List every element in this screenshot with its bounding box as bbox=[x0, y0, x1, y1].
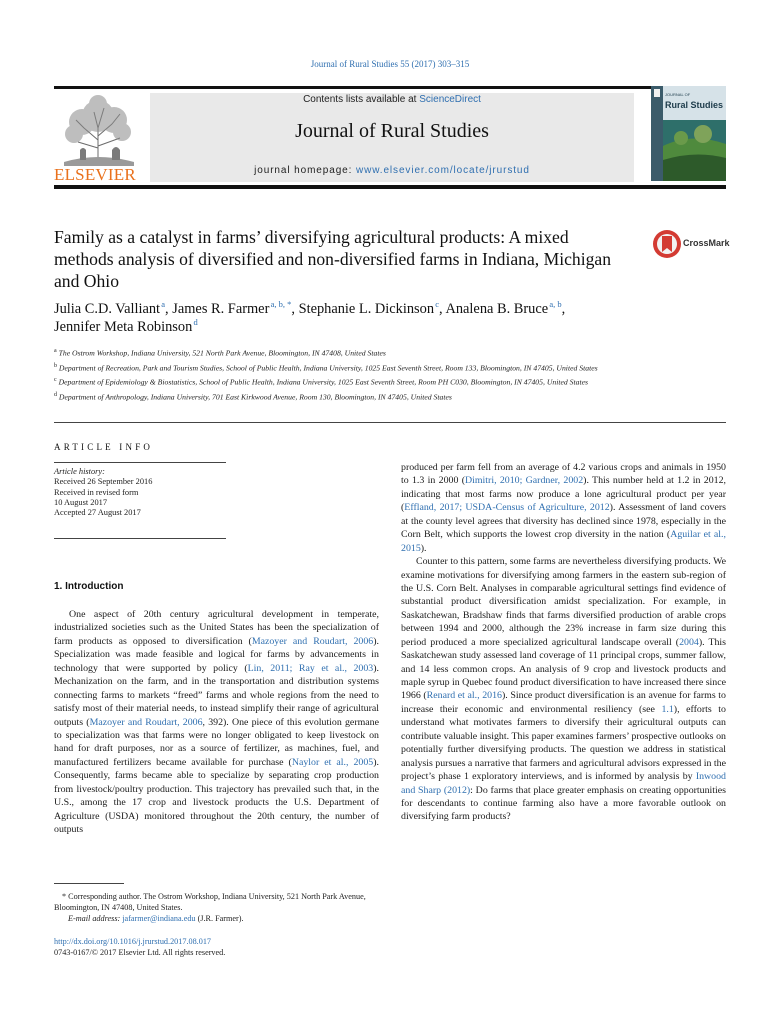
citation-link[interactable]: Mazoyer and Roudart, 2006 bbox=[251, 635, 374, 647]
body-text: ), efforts to understand what motivates farmers to diversify their agricultural outputs can contribute valuable insight. This paper examines farmers’ prospective outlooks on potentially further diversifying products. The question we address in statistical analysis pursues a narrative that farmers and agricultural advisors expressed in the project’s phase 1 exploratory interviews, and is informed by analysis by bbox=[401, 703, 726, 783]
homepage-prefix: journal homepage: bbox=[254, 165, 356, 176]
email-link[interactable]: jafarmer@indiana.edu bbox=[122, 913, 196, 923]
affiliation-text: Department of Recreation, Park and Tourism Studies, School of Public Health, Indiana University, 1025 East Seventh Street, Room 133, Bloomington, IN 47405, United States bbox=[58, 363, 598, 373]
body-text: ). bbox=[420, 542, 427, 554]
citation-link[interactable]: Lin, 2011; Ray et al., 2003 bbox=[247, 662, 374, 674]
affiliation-text: Department of Anthropology, Indiana University, 701 East Kirkwood Avenue, Room 130, Bloomington, IN 47405, United States bbox=[58, 392, 452, 402]
copyright-line: 0743-0167/© 2017 Elsevier Ltd. All rights reserved. bbox=[54, 947, 226, 957]
citation-link[interactable]: Mazoyer and Roudart, 2006 bbox=[89, 716, 203, 728]
footnote-rule bbox=[54, 883, 124, 884]
article-info-rule bbox=[54, 462, 226, 463]
affiliation-item bbox=[54, 390, 640, 403]
author-affil-marker[interactable]: c bbox=[435, 299, 440, 310]
contents-prefix: Contents lists available at bbox=[303, 94, 420, 105]
history-item: Accepted 27 August 2017 bbox=[54, 508, 141, 518]
article-info-heading: ARTICLE INFO bbox=[54, 442, 154, 452]
affiliations bbox=[54, 346, 640, 404]
citation-link[interactable]: Inwood and Sharp (2012) bbox=[401, 771, 726, 796]
affiliation-item bbox=[54, 361, 640, 374]
email-suffix: (J.R. Farmer). bbox=[195, 913, 244, 923]
body-text: ). Specialization was made feasible and logical for farms by advancements in technology that were supported by policy ( bbox=[54, 635, 379, 674]
citation-link[interactable]: Aguilar et al., 2015 bbox=[401, 529, 726, 554]
author-name[interactable]: James R. Farmer bbox=[172, 301, 270, 317]
affiliation-text: The Ostrom Workshop, Indiana University, 521 North Park Avenue, Bloomington, IN 47408, United States bbox=[58, 348, 386, 358]
author-name[interactable]: Analena B. Bruce bbox=[445, 301, 549, 317]
citation-link[interactable]: Renard et al., 2016 bbox=[426, 690, 502, 702]
author-name[interactable]: Jennifer Meta Robinson bbox=[54, 319, 193, 335]
author-affil-marker[interactable]: d bbox=[193, 317, 198, 328]
sciencedirect-link[interactable]: ScienceDirect bbox=[419, 94, 481, 105]
body-text: ). Mechanization on the farm, and in the transportation and distribution systems connecting farms to markets “freed” farms and whole regions from the need to satisfy most of their material needs, to instead simplify their range of agricultural outputs ( bbox=[54, 662, 380, 728]
citation-link[interactable]: 1.1 bbox=[661, 703, 674, 715]
body-text: ). Since product diversification is an avenue for farms to increase their economic and environmental resiliency (see bbox=[401, 690, 726, 715]
elsevier-wordmark[interactable]: ELSEVIER bbox=[54, 165, 136, 184]
body-text: Counter to this pattern, some farms are nevertheless diversifying products. We examine motivations for diversifying among farmers in the eastern sub-region of the U.S. Corn Belt. Analyses in comparable agricultural settings find evidence of substantial product diversification amidst specialization. For example, in Saskatchewan, Bradshaw finds that farms diversified production of arable crops between 1994 and 2000, although the 23% increase in farm size during this period produced a more specialized agricultural landscape overall ( bbox=[401, 556, 726, 648]
corresponding-author-footnote bbox=[54, 892, 384, 925]
author-affil-marker[interactable]: a, b, * bbox=[270, 299, 292, 310]
header-top-rule bbox=[54, 86, 726, 89]
citation-link[interactable]: 2004 bbox=[679, 636, 699, 648]
history-item: 10 August 2017 bbox=[54, 497, 108, 507]
contents-available-line bbox=[150, 94, 634, 105]
doi-block bbox=[54, 937, 384, 959]
journal-title: Journal of Rural Studies bbox=[295, 120, 489, 142]
affiliation-marker: c bbox=[54, 377, 57, 384]
journal-homepage-link[interactable]: www.elsevier.com/locate/jrurstud bbox=[355, 165, 530, 176]
body-text: ). Consequently, farms became able to specialize by separating crop production from livestock/poultry production. This trajectory has prevailed such that, in the U.S., among the 17 crop and livestock products the U.S. Department of Agriculture (USDA) monitored throughout the 20th century, the number of outputs bbox=[54, 756, 379, 835]
journal-homepage-line bbox=[150, 165, 634, 176]
article-history bbox=[54, 467, 234, 518]
body-text: One aspect of 20th century agricultural development in temperate, industrialized societies such as the United States has been the specialization of farm products as opposed to diversification ( bbox=[54, 609, 379, 647]
doi-link[interactable]: http://dx.doi.org/10.1016/j.jrurstud.2017.08.017 bbox=[54, 937, 212, 946]
cover-title: Rural Studies bbox=[665, 100, 724, 110]
affiliation-marker: d bbox=[54, 391, 57, 398]
body-column-left bbox=[54, 608, 379, 836]
crossmark-label[interactable]: CrossMark bbox=[683, 238, 730, 248]
intro-paragraph bbox=[401, 555, 726, 824]
author-list: Julia C.D. Valliant $^a$, James R. Farmer $^{a, b, *}$, Stephanie L. Dickinson $^c$, Analena B. Bruce $^{a, b}$, Jennifer Meta Robinson $^d$ bbox=[54, 299, 566, 335]
cover-subtitle: JOURNAL OF bbox=[665, 92, 691, 97]
citation-link[interactable]: Dimitri, 2010; Gardner, 2002 bbox=[465, 475, 584, 487]
affiliation-item bbox=[54, 375, 640, 388]
body-text: , 392). One piece of this evolution germane to specialization was that farms were no longer obligated to keep livestock on hand for draft purposes, nor as a source of fertilizer, as machines, fuel, and manufactured fertilizers became available for purchase ( bbox=[54, 716, 379, 768]
corresponding-author-text: * Corresponding author. The Ostrom Workshop, Indiana University, 521 North Park Avenue, Bloomington, IN 47408, United States. bbox=[54, 892, 366, 912]
intro-paragraph-continued bbox=[401, 461, 726, 555]
email-label: E-mail address: bbox=[68, 913, 123, 923]
author-affil-marker[interactable]: a bbox=[161, 299, 166, 310]
intro-paragraph bbox=[54, 608, 379, 836]
journal-cover-thumbnail[interactable] bbox=[651, 86, 726, 181]
author-name[interactable]: Stephanie L. Dickinson bbox=[298, 301, 435, 317]
body-column-right bbox=[401, 461, 726, 824]
body-text: produced per farm fell from an average of 4.2 various crops and animals in 1950 to 1.3 in 2000 ( bbox=[401, 462, 726, 487]
affiliation-marker: a bbox=[54, 348, 57, 354]
body-text: ). This number held at 1.2 in 2012, indicating that most farms now produce a lone agricultural product per year ( bbox=[401, 475, 727, 514]
introduction-heading: 1. Introduction bbox=[54, 581, 124, 592]
affiliation-text: Department of Epidemiology & Biostatistics, School of Public Health, Indiana University, 1025 East Seventh Street, Room PH C030, Bloomington, IN 47405, United States bbox=[58, 377, 589, 387]
journal-reference[interactable]: Journal of Rural Studies 55 (2017) 303–315 bbox=[310, 59, 470, 69]
history-item: Received in revised form bbox=[54, 487, 139, 497]
article-info-rule bbox=[54, 538, 226, 539]
author-affil-marker[interactable]: a, b bbox=[549, 299, 562, 310]
email-line bbox=[54, 914, 384, 925]
header-bottom-rule bbox=[54, 185, 726, 189]
article-title: Family as a catalyst in farms’ diversifying agricultural products: A mixed methods analysis of diversified and non-diversified farms in Indiana, Michigan and Ohio bbox=[54, 227, 611, 291]
article-history-label: Article history: bbox=[54, 467, 105, 476]
author-name[interactable]: Julia C.D. Valliant bbox=[54, 301, 161, 317]
citation-link[interactable]: Naylor et al., 2005 bbox=[291, 756, 374, 768]
history-item: Received 26 September 2016 bbox=[54, 477, 153, 487]
affiliation-item bbox=[54, 346, 640, 359]
affiliation-marker: b bbox=[54, 362, 57, 369]
body-text: : Do farms that place greater emphasis on creating opportunities for descendants to continue farming also have a more favorable outlook on diversifying farm products? bbox=[401, 784, 726, 823]
citation-link[interactable]: Effland, 2017; USDA-Census of Agriculture, 2012 bbox=[404, 502, 610, 514]
body-text: ). Assessment of land covers at the county level agrees that diversity has declined since 1978, especially in the Corn Belt, which supports the lowest crop diversity in the nation ( bbox=[401, 502, 726, 541]
section-divider bbox=[54, 422, 726, 423]
body-text: ). This Saskatchewan study assessed land coverage of 11 principal crops, summer fallow, and 14 less common crops. An analysis of 9 crop and livestock products and maple syrup in Quebec found product diversification to have increased there since 1966 ( bbox=[401, 636, 726, 702]
